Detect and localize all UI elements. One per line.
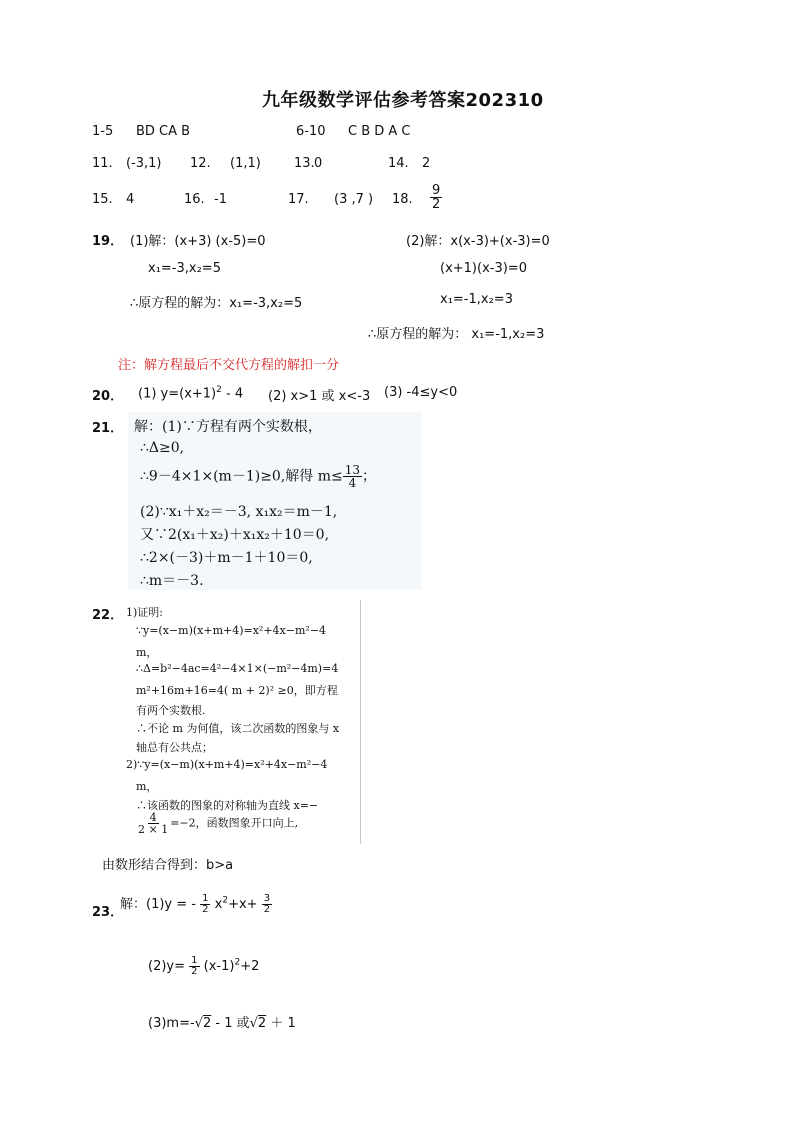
q18-number: 18. bbox=[392, 192, 413, 207]
q22-line4: ∴Δ=b²−4ac=4²−4×1×(−m²−4m)=4 bbox=[136, 662, 339, 675]
q19-grading-note: 注：解方程最后不交代方程的解扣一分 bbox=[118, 358, 340, 373]
q23-line1-frac2-den: 2 bbox=[263, 904, 271, 915]
q18-numerator: 9 bbox=[432, 183, 441, 198]
q23-line2-tail: (x-1) bbox=[203, 959, 235, 974]
q23-line2-frac-num: 1 bbox=[191, 955, 198, 966]
q22-line7: ∴不论 m 为何值，该二次函数的图象与 x bbox=[136, 722, 340, 735]
q15-number: 15. bbox=[92, 192, 113, 207]
q22-line10: m， bbox=[136, 780, 158, 793]
q22-line5: m²+16m+16=4( m + 2)² ≥0，即方程 bbox=[136, 684, 338, 697]
q21-fraction-denominator: 4 bbox=[348, 476, 357, 490]
q19-part1-line3: ∴原方程的解为：x₁=-3,x₂=5 bbox=[130, 296, 303, 311]
q13-number: 13. bbox=[294, 156, 315, 171]
q22-line8: 轴总有公共点； bbox=[136, 741, 213, 754]
q23-line2-prefix: (2)y= bbox=[148, 959, 186, 974]
q23-label: 23． bbox=[92, 905, 124, 920]
q22-line12-tail: =−2，函数图象开口向上, bbox=[170, 816, 299, 830]
q20-part1 bbox=[138, 385, 243, 401]
q23-line3-radicand2: 2 bbox=[257, 1016, 267, 1031]
q20-part1-exponent: 2 bbox=[216, 385, 222, 395]
q19-part2-line3: x₁=-1,x₂=3 bbox=[440, 292, 513, 307]
q18-denominator: 2 bbox=[432, 197, 441, 212]
q21-label: 21． bbox=[92, 421, 124, 436]
q14-answer: 2 bbox=[422, 156, 431, 171]
q14-number: 14. bbox=[388, 156, 409, 171]
q23-line1 bbox=[120, 893, 272, 915]
q22-line2: ∵y=(x−m)(x+m+4)=x²+4x−m²−4 bbox=[136, 624, 327, 637]
q1-5-number: 1-5 bbox=[92, 124, 114, 139]
q23-line1-frac1-den: 2 bbox=[202, 904, 209, 915]
q22-label: 22． bbox=[92, 608, 124, 623]
q22-line12 bbox=[136, 812, 298, 835]
q11-number: 11. bbox=[92, 156, 113, 171]
q19-part1-line2: x₁=-3,x₂=5 bbox=[148, 261, 221, 276]
q22-line6: 有两个实数根. bbox=[136, 704, 206, 717]
q21-line4: (2)∵x₁＋x₂＝－3, x₁x₂＝m－1, bbox=[140, 504, 338, 520]
q16-number: 16. bbox=[184, 192, 205, 207]
q12-answer: (1,1) bbox=[230, 156, 261, 171]
q23-line3-a: (3)m=- bbox=[148, 1016, 195, 1031]
q19-part2-line1: (2)解：x(x-3)+(x-3)=0 bbox=[406, 234, 550, 249]
q23-line1-frac2-num: 3 bbox=[263, 893, 271, 904]
q13-answer: 0 bbox=[314, 156, 323, 171]
q21-fraction-numerator: 13 bbox=[344, 463, 361, 477]
q21-line6: ∴2×(－3)＋m－1＋10＝0, bbox=[140, 550, 313, 566]
sqrt-icon: √ bbox=[249, 1016, 258, 1031]
q21-line5: 又∵2(x₁＋x₂)＋x₁x₂＋10＝0, bbox=[140, 527, 330, 543]
q16-answer: -1 bbox=[214, 192, 227, 207]
q23-line2 bbox=[148, 956, 259, 977]
q22-line11: ∴该函数的图象的对称轴为直线 x=− bbox=[136, 799, 319, 812]
q23-line1-frac1-num: 1 bbox=[202, 893, 209, 904]
q21-line3-text: ∴9－4×1×(m－1)≥0,解得 m≤ bbox=[140, 468, 343, 485]
q20-label: 20． bbox=[92, 389, 124, 404]
q23-line3-radicand1: 2 bbox=[202, 1016, 212, 1031]
q20-part2: (2) x>1 或 x<-3 bbox=[268, 389, 371, 404]
q1-5-answers: BD CA B bbox=[136, 124, 191, 139]
q23-line1-mid2: +x+ bbox=[228, 897, 258, 912]
q21-line7: ∴m＝－3. bbox=[140, 573, 204, 589]
q20-part1-base: (1) y=(x+1) bbox=[138, 386, 217, 402]
q12-number: 12. bbox=[190, 156, 211, 171]
q21-line3 bbox=[140, 464, 376, 489]
q22-fraction-denominator: 2 × 1 bbox=[138, 823, 169, 836]
q23-line1-prefix: 解：(1)y = - bbox=[120, 897, 196, 912]
q20-part1-tail: - 4 bbox=[221, 386, 244, 402]
sqrt-icon: √ bbox=[194, 1016, 203, 1031]
q21-line2: ∴Δ≥0, bbox=[140, 440, 185, 456]
q6-10-number: 6-10 bbox=[296, 124, 326, 139]
page-title: 九年级数学评估参考答案202310 bbox=[262, 90, 544, 111]
q6-10-answers: C B D A C bbox=[348, 124, 411, 139]
q19-label: 19． bbox=[92, 234, 124, 249]
q23-line2-end: +2 bbox=[240, 959, 260, 974]
q17-number: 17. bbox=[288, 192, 309, 207]
q11-answer: (-3,1) bbox=[126, 156, 162, 171]
q15-answer: 4 bbox=[126, 192, 135, 207]
q22-line1: 1)证明: bbox=[126, 606, 163, 619]
q20-part3: (3) -4≤y<0 bbox=[384, 385, 458, 400]
q17-answer: (3 ,7 ) bbox=[334, 192, 374, 207]
q23-line2-frac-den: 2 bbox=[191, 966, 198, 977]
q21-line1: 解：(1)∵方程有两个实数根， bbox=[134, 419, 322, 435]
q19-part2-line2: (x+1)(x-3)=0 bbox=[440, 261, 527, 276]
q22-line9: 2)∵y=(x−m)(x+m+4)=x²+4x−m²−4 bbox=[126, 758, 328, 771]
q22-fraction-numerator: 4 bbox=[149, 811, 157, 824]
q23-line3-b: - 1 或 bbox=[211, 1016, 250, 1031]
q19-part1-line1: (1)解：(x+3) (x-5)=0 bbox=[130, 234, 266, 249]
q23-line1-mid: x bbox=[214, 897, 223, 912]
q22-line3: m， bbox=[136, 646, 158, 659]
q23-line3 bbox=[148, 1012, 296, 1031]
q23-line1-exponent: 2 bbox=[222, 895, 229, 906]
q19-part2-line4: ∴原方程的解为： x₁=-1,x₂=3 bbox=[368, 327, 545, 342]
q22-conclusion: 由数形结合得到：b>a bbox=[102, 858, 234, 873]
q23-line2-exponent: 2 bbox=[234, 957, 241, 968]
q21-line3-tail: ； bbox=[362, 468, 377, 485]
q18-answer bbox=[430, 184, 442, 211]
q23-line3-c: ＋ 1 bbox=[266, 1016, 296, 1031]
